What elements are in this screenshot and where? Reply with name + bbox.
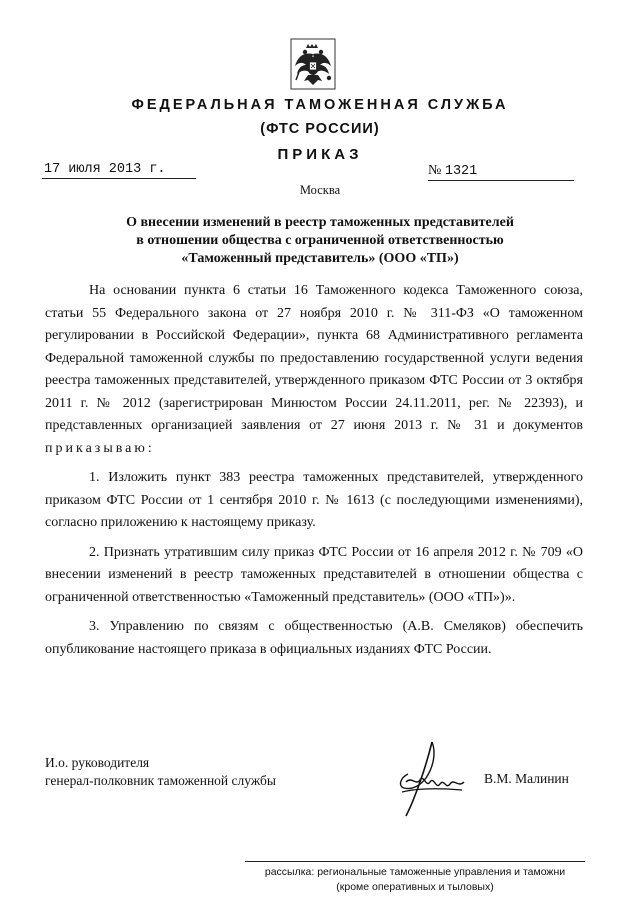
handwritten-signature-icon: [392, 738, 468, 820]
preamble-text: На основании пункта 6 статьи 16 Таможенного кодекса Таможенного союза, статьи 55 Федерального закона от 27 ноября 2010 г. № 311-ФЗ «О таможенном регулировании в Российской Федерации», пункта 68 Административного регламента Федеральной таможенной службы по предоставлению государственной услуги ведения реестра таможенных представителей, утвержденного приказом ФТС России от 3 октября 2011 г. № 2012 (зарегистрирован Минюстом России 24.11.2011, рег. № 22393), и представленных организацией заявления от 27 июня 2013 г. № 31 и документов: [45, 283, 583, 433]
organization-short-name: (ФТС РОССИИ): [260, 121, 380, 137]
distribution-line: (кроме оперативных и тыловых): [336, 881, 494, 893]
order-date: 17 июля 2013 г.: [42, 162, 196, 179]
order-number: 1321: [444, 164, 478, 179]
order-item-2: 2. Признать утратившим силу приказ ФТС России от 16 апреля 2012 г. № 709 «О внесении изменений в реестр таможенных представителей в отношении общества с ограниченной ответственностью «Таможенный представитель» (ООО «ТП»)».: [45, 544, 583, 605]
signer-title: [45, 754, 276, 790]
subject-line: «Таможенный представитель» (ООО «ТП»): [181, 251, 459, 266]
signer-name: В.М. Малинин: [484, 771, 569, 786]
document-type-title: ПРИКАЗ: [277, 146, 363, 163]
distribution-list: [245, 861, 585, 895]
distribution-line: рассылка: региональные таможенные управления и таможни: [264, 866, 566, 878]
order-item-3: 3. Управлению по связям с общественностью (А.В. Смеляков) обеспечить опубликование настоящего приказа в официальных изданиях ФТС России.: [45, 619, 583, 657]
order-number-field: [428, 163, 574, 181]
city: Москва: [299, 183, 341, 197]
signer-title-line: генерал-полковник таможенной службы: [45, 773, 276, 788]
subject-line: О внесении изменений в реестр таможенных представителей: [126, 215, 514, 230]
organization-name: ФЕДЕРАЛЬНАЯ ТАМОЖЕННАЯ СЛУЖБА: [131, 97, 509, 113]
order-body: [45, 280, 583, 668]
signer-title-line: И.о. руководителя: [45, 755, 150, 770]
russian-coat-of-arms-icon: [290, 38, 336, 90]
preamble-paragraph: [45, 280, 583, 460]
order-subject: [60, 214, 580, 268]
subject-line: в отношении общества с ограниченной ответственностью: [136, 233, 504, 248]
command-word: приказываю:: [45, 440, 155, 456]
order-number-prefix: №: [428, 163, 442, 178]
order-item-1: 1. Изложить пункт 383 реестра таможенных представителей, утвержденного приказом ФТС России от 1 сентября 2010 г. № 1613 (с последующими изменениями), согласно приложению к настоящему приказу.: [45, 470, 583, 530]
